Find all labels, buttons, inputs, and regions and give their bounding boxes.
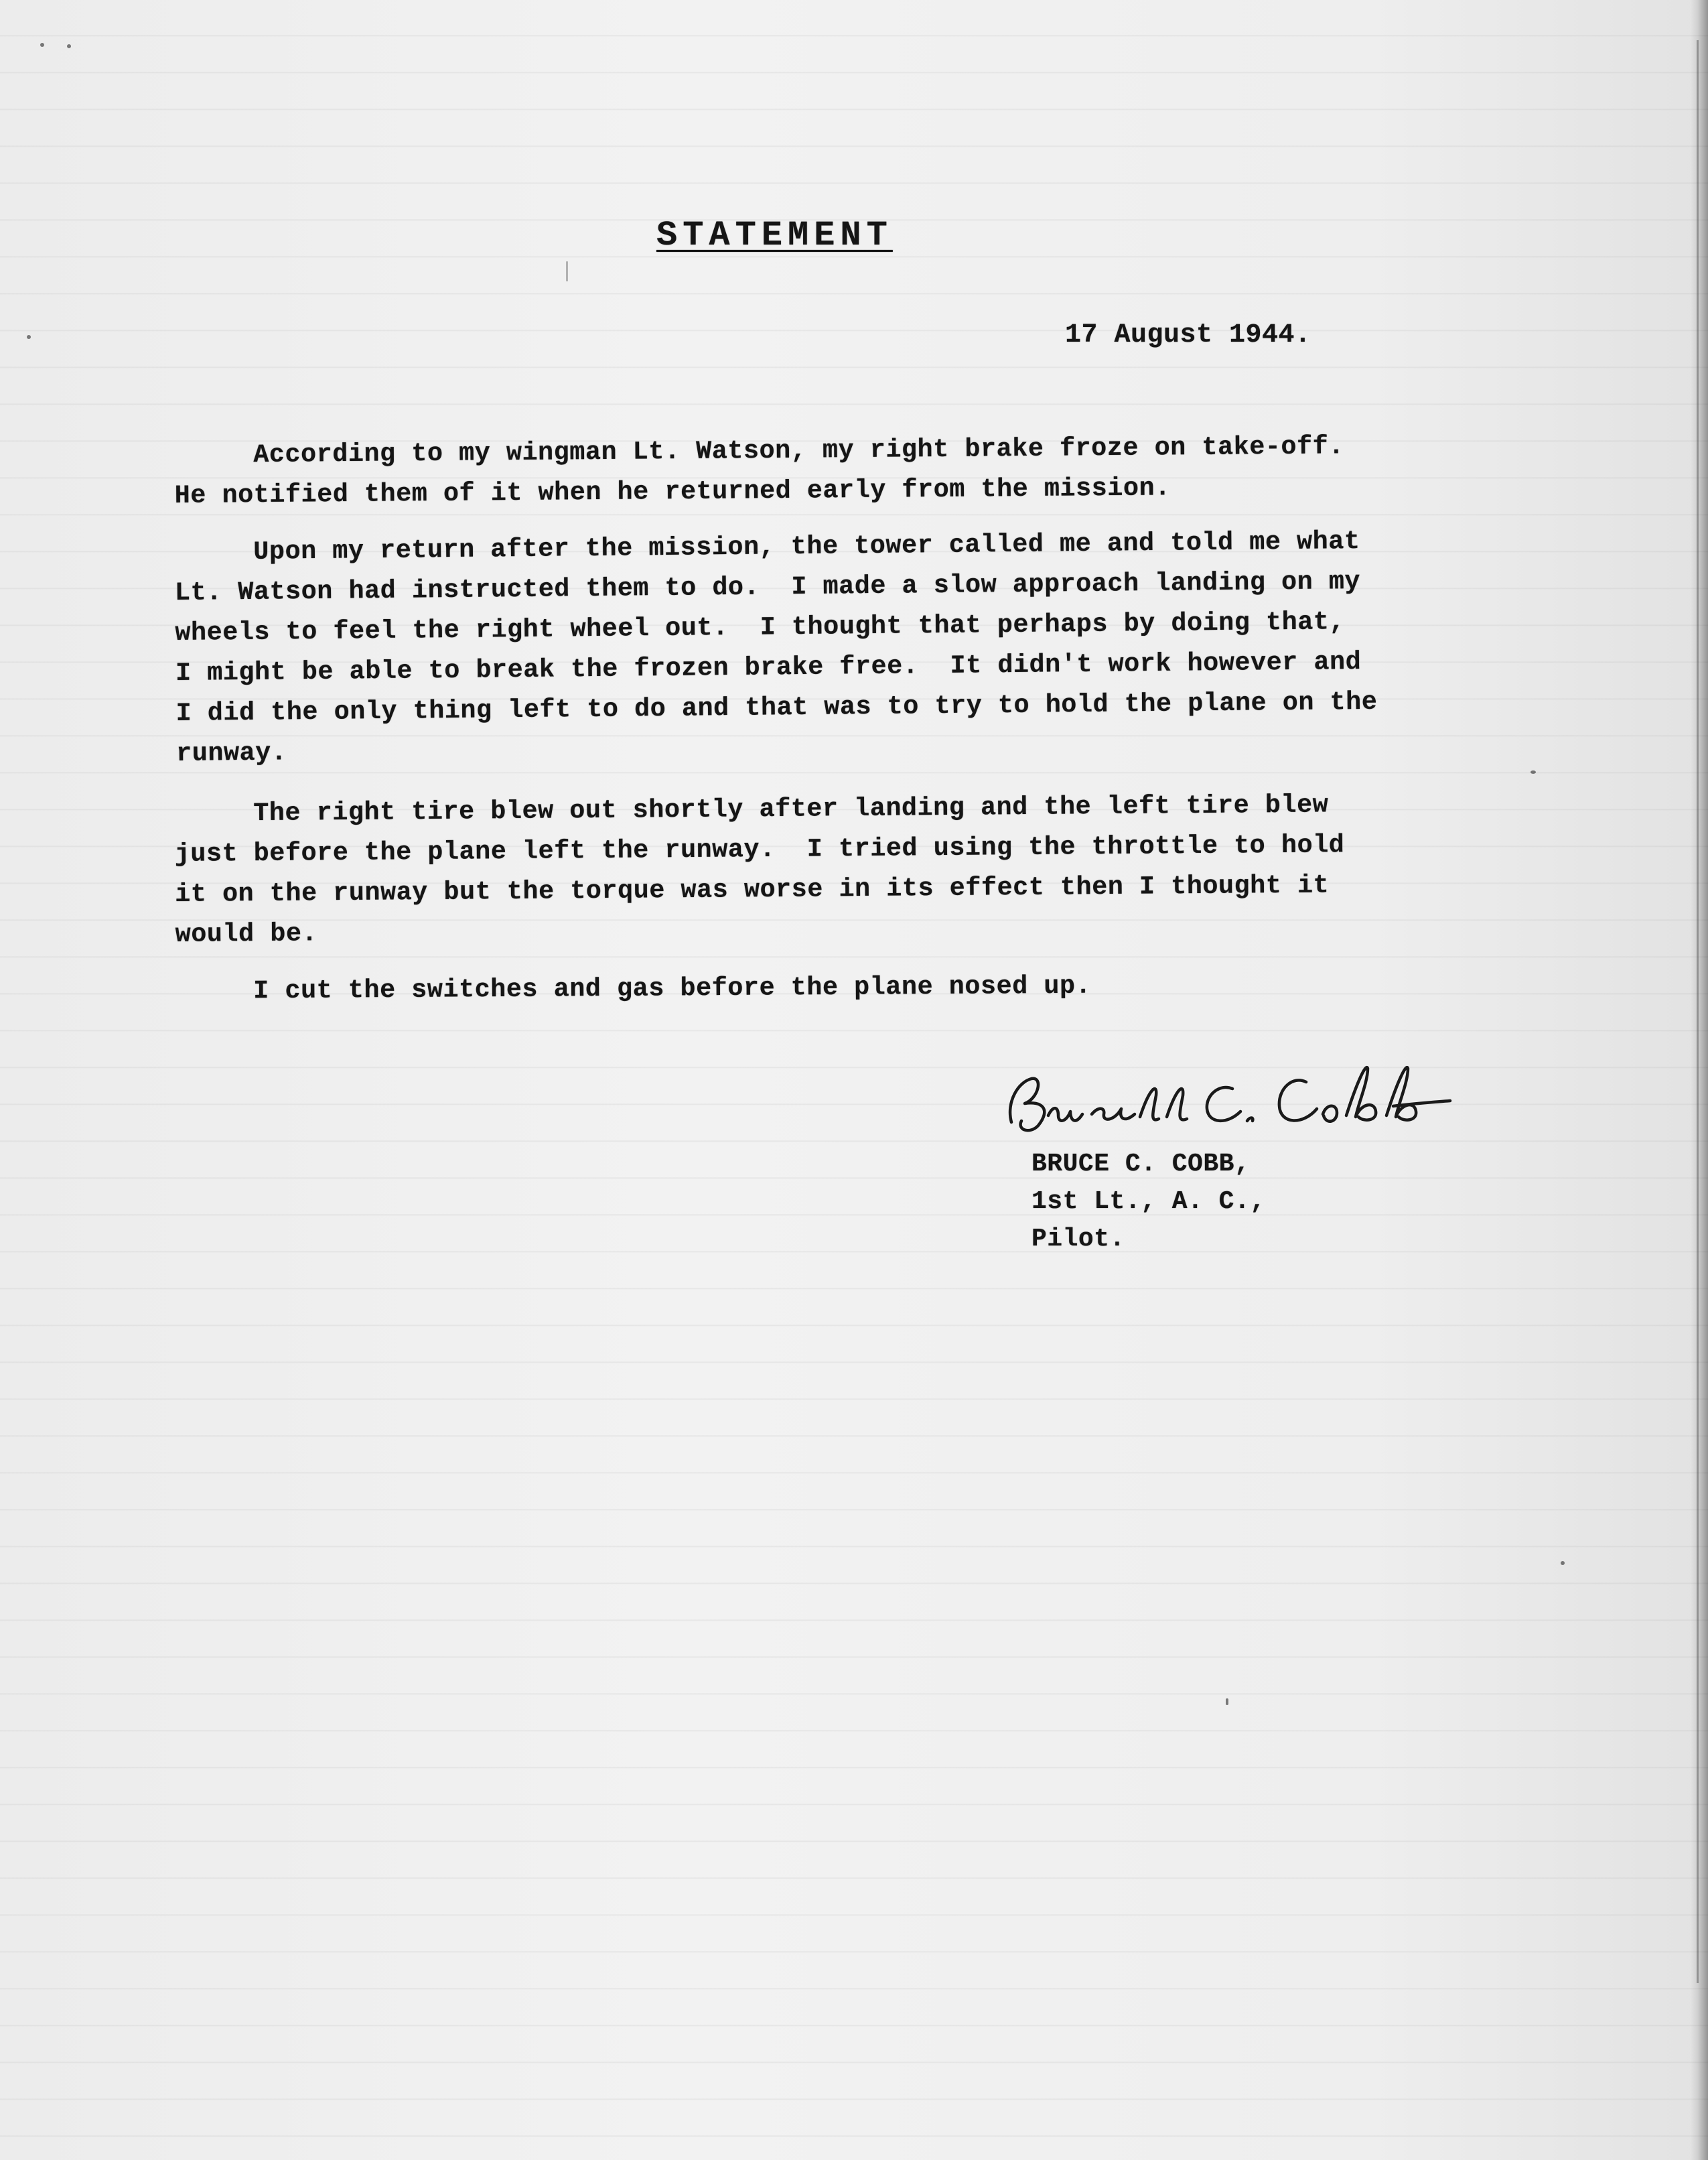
scan-speck [566,261,568,281]
signer-name: BRUCE C. COBB, [1031,1150,1251,1178]
signature-block [1031,1146,1266,1258]
scan-speck [40,43,44,47]
page-edge-line [1697,40,1699,1983]
paragraph-3: The right tire blew out shortly after landing and the left tire blew just before the plane left the runway. I tried using the throttle to hold it on the runway but the torque was worse in its effect then I thought it would be. [174,790,1345,949]
scan-speck [1561,1561,1565,1565]
scan-speck [67,44,71,48]
document-title: STATEMENT [656,216,893,255]
handwritten-signature [991,1042,1453,1149]
scan-speck [1226,1698,1228,1705]
paragraph-2: Upon my return after the mission, the tower called me and told me what Lt. Watson had instructed them to do. I made a slow approach landing on my wheels to feel the right wheel out. I thought that perhaps by doing that, I might be able to break the frozen brake free. It didn't work however and I did the only thing left to do and that was to try to hold the plane on the runway. [174,527,1378,768]
signer-role: Pilot. [1031,1225,1125,1254]
document-date: 17 August 1944. [1065,320,1311,350]
scan-speck [27,335,31,339]
page-edge-shadow [1691,0,1708,2160]
paragraph-1: According to my wingman Lt. Watson, my right brake froze on take-off. He notified them of it when he returned early from the mission. [174,431,1345,511]
scan-speck [1531,770,1536,774]
paragraph-4: I cut the switches and gas before the plane nosed up. [174,971,1092,1006]
signer-rank: 1st Lt., A. C., [1031,1187,1266,1216]
